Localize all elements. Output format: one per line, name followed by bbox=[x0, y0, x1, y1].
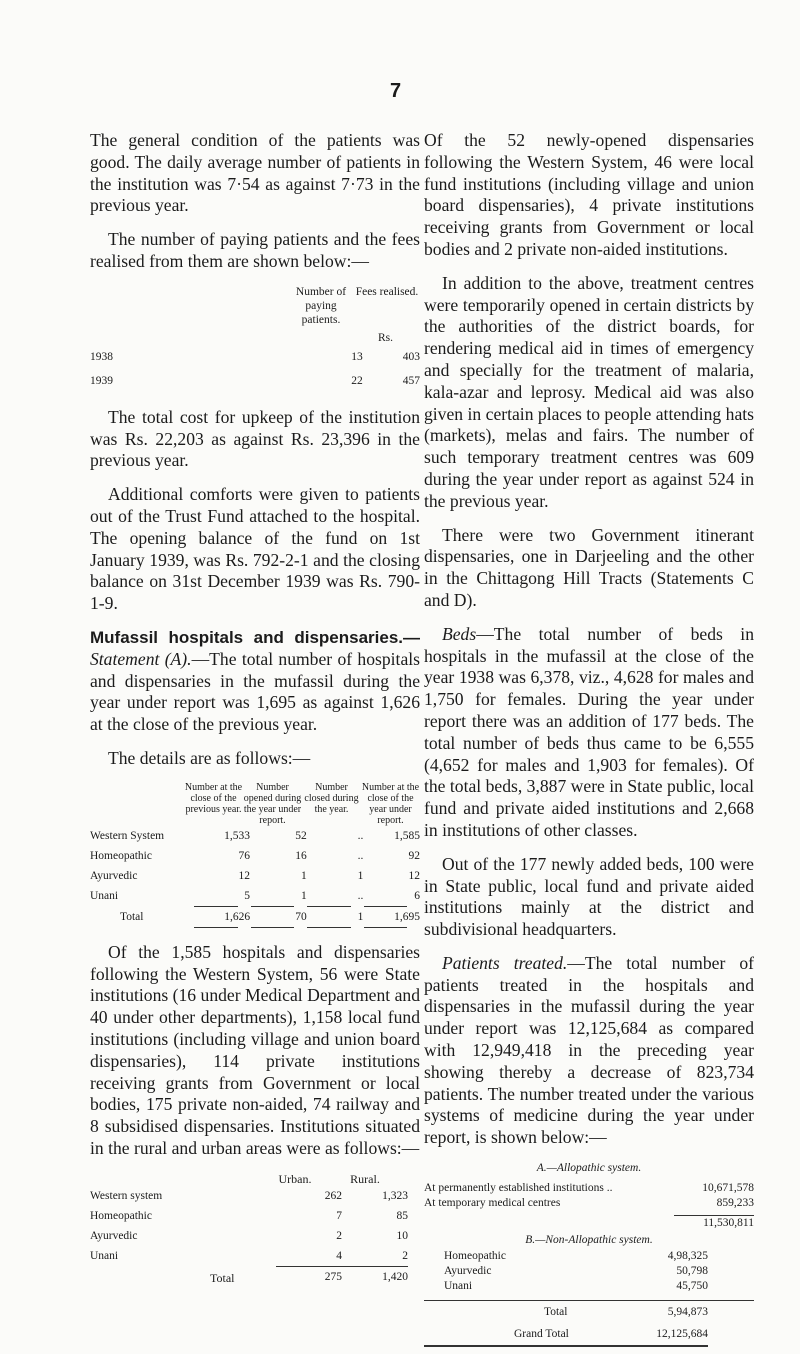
table-row: Western system 262 1,323 bbox=[90, 1189, 408, 1202]
paragraph: Additional comforts were given to patients out of the Trust Fund attached to the hospital. The opening balance of the fund on 1st January 1939, was Rs. 792-2-1 and the closing balance on 31st December 1939 was Rs. 790-1-9. bbox=[90, 484, 420, 614]
table-row: At temporary medical centres 859,233 bbox=[424, 1197, 754, 1210]
paragraph: In addition to the above, treatment centres were temporarily opened in certain districts by the authorities of the district boards, for rendering medical aid in times of emergency and specially for the treatment of malaria, kala-azar and leprosy. Medical aid was also given in certain places to people attending hats (markets), melas and fairs. The number of such temporary treatment centres was 609 during the year under report as against 524 in the previous year. bbox=[424, 272, 754, 511]
paragraph: The total cost for upkeep of the institution was Rs. 22,203 as against Rs. 23,396 in the previous year. bbox=[90, 406, 420, 471]
column-header: Fees realised. bbox=[355, 285, 419, 298]
column-header: Number of paying patients. bbox=[295, 285, 347, 326]
table-row: Western System 1,533 52 .. 1,585 bbox=[90, 829, 420, 842]
paragraph: Mufassil hospitals and dispensaries.— Statement (A).—The total number of hospitals and dispensaries in the mufassil during the year under report was 1,695 as against 1,626 at the close of the previous year. bbox=[90, 627, 420, 735]
table-row: Homeopathic 7 85 bbox=[90, 1209, 408, 1222]
table-row: Unani 45,750 bbox=[444, 1280, 708, 1293]
right-column bbox=[424, 130, 754, 1347]
section-heading: Mufassil hospitals and dispensaries.— bbox=[90, 627, 420, 647]
unit-label: Rs. bbox=[378, 331, 394, 344]
grand-total-row: Grand Total 12,125,684 bbox=[424, 1327, 708, 1347]
subtotal-row: 11,530,811 bbox=[674, 1215, 754, 1231]
table-row: Ayurvedic 2 10 bbox=[90, 1229, 408, 1242]
table-row: Unani 5 1 .. 6 bbox=[90, 889, 420, 902]
divider bbox=[194, 927, 420, 928]
table-row: Homeopathic 4,98,325 bbox=[444, 1250, 708, 1263]
left-column bbox=[90, 130, 420, 1301]
table-row: Unani 4 2 bbox=[90, 1249, 408, 1262]
paragraph: The details are as follows:— bbox=[108, 747, 311, 768]
page-number: 7 bbox=[390, 80, 402, 102]
paragraph: Out of the 177 newly added beds, 100 were in State public, local fund and private aided institutions mainly at the district and subdivisional headquarters. bbox=[424, 853, 754, 940]
paragraph: Patients treated.—The total number of patients treated in the hospitals and dispensaries in the mufassil during the year under report was 12,125,684 as compared with 12,949,418 in the preceding year showing thereby a decrease of 823,734 patients. The number treated under the various systems of medicine during the year under report, is shown below:— bbox=[424, 952, 755, 1148]
paragraph: Beds—The total number of beds in hospitals in the mufassil at the close of the year 1938 was 6,378, viz., 4,628 for males and 1,750 for females. During the year under report there was an addition of 177 beds. The total number of beds thus came to be 6,555 (4,652 for males and 1,903 for females). Of the total beds, 3,887 were in State public, local fund and private aided institutions and 2,668 in institutions of other classes. bbox=[424, 623, 754, 840]
table-row: 1939 22 457 bbox=[90, 374, 420, 387]
paragraph: The number of paying patients and the fees realised from them are shown below:— bbox=[90, 229, 420, 271]
table-title: B.—Non-Allopathic system. bbox=[525, 1234, 653, 1247]
table-title: A.—Allopathic system. bbox=[536, 1162, 642, 1175]
table-row: At permanently established institutions .. 10,671,578 bbox=[424, 1182, 754, 1195]
total-row: Total 5,94,873 bbox=[424, 1300, 754, 1323]
table-row: Ayurvedic 50,798 bbox=[444, 1265, 708, 1278]
details-table: Number at the close of the previous year. Number opened during the year under report. Number closed during the year. Number at the close of the year under report. Western System 1,533 52 .. 1,585 Homeopathic 76 16 .. 92 Ayurvedic 12 1 1 12 Unani 5 1 .. 6 Total 1,626 70 1 1,695 bbox=[90, 782, 420, 928]
total-row: 275 1,420 bbox=[276, 1266, 408, 1287]
paragraph: The general condition of the patients was good. The daily average number of patients in the institution was 7·54 as against 7·73 in the previous year. bbox=[90, 130, 420, 216]
fees-table bbox=[90, 285, 420, 393]
patients-table bbox=[424, 1161, 754, 1347]
table-row: 1938 13 403 bbox=[90, 350, 420, 363]
paragraph: Of the 1,585 hospitals and dispensaries following the Western System, 56 were State institutions (16 under Medical Department and 40 under other departments), 1,158 local fund institutions (including village and union board dispensaries), 114 private institutions receiving grants from Government or local bodies, 175 private non-aided, 74 railway and 8 subsidised dispensaries. Institutions situated in the rural and urban areas were as follows:— bbox=[90, 941, 420, 1158]
urban-rural-table: Urban. Rural. Western system 262 1,323 Homeopathic 7 85 Ayurvedic 2 10 Unani 4 2 275 1,420 Total bbox=[90, 1172, 420, 1287]
divider bbox=[194, 906, 420, 907]
paragraph: Of the 52 newly-opened dispensaries following the Western System, 46 were local fund institutions (including village and union board dispensaries), 4 private institutions receiving grants from Government or local bodies and 2 private non-aided institutions. bbox=[424, 130, 754, 259]
table-row: Ayurvedic 12 1 1 12 bbox=[90, 869, 420, 882]
table-row: Homeopathic 76 16 .. 92 bbox=[90, 849, 420, 862]
total-row: Total 1,626 70 1 1,695 bbox=[120, 910, 421, 923]
total-label: Total bbox=[210, 1270, 235, 1285]
paragraph: There were two Government itinerant dispensaries, one in Darjeeling and the other in the Chittagong Hill Tracts (Statements C and D). bbox=[424, 524, 754, 610]
